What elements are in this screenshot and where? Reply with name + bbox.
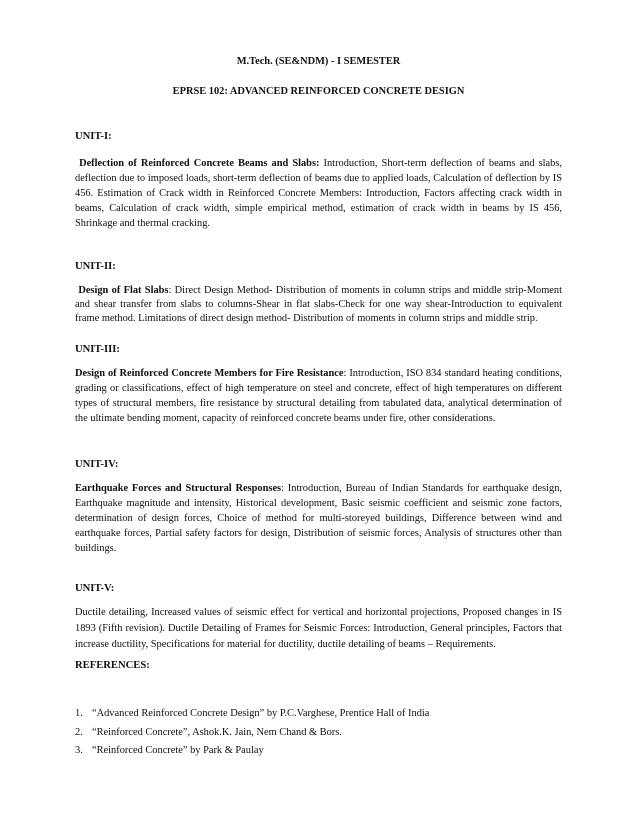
unit-1-line-5: Shrinkage and thermal cracking.: [75, 218, 211, 229]
unit-4-heading: UNIT-IV:: [75, 459, 119, 470]
unit-1-line-2: deflection due to imposed loads, short-term deflection of beams due to applied loads, Calculation of deflection by IS: [75, 173, 562, 184]
unit-1-heading: UNIT-I:: [75, 131, 112, 142]
unit-2-heading: UNIT-II:: [75, 261, 116, 272]
program-title: M.Tech. (SE&NDM) - I SEMESTER: [236, 56, 401, 67]
unit-2-line-3: frame method. Limitations of direct design method- Distribution of moments in column strips and middle strip.: [75, 313, 538, 324]
unit-4-line-3: determination of design forces, Choice of method for multi-storeyed buildings, Difference between wind and: [75, 513, 562, 524]
references-heading: REFERENCES:: [75, 660, 150, 671]
unit-1-line-3: 456. Estimation of Crack width in Reinforced Concrete Members: Introduction, Factors affecting crack width in: [75, 188, 562, 199]
reference-2-text: “Reinforced Concrete”, Ashok.K. Jain, Nem Chand & Bors.: [92, 727, 342, 738]
unit-4-line-5: buildings.: [75, 543, 117, 554]
unit-4-lead: Earthquake Forces and Structural Responses: [75, 483, 282, 494]
unit-3-line-4: the ultimate bending moment, capacity of reinforced concrete beams under fire, other considerations.: [75, 413, 496, 424]
unit-3-line-1: Design of Reinforced Concrete Members for Fire Resistance: Introduction, ISO 834 standard heating conditions,: [75, 368, 562, 379]
unit-2-line-1: Design of Flat Slabs: Direct Design Method- Distribution of moments in column strips and middle strip-Moment: [78, 285, 562, 296]
unit-3-lead: Design of Reinforced Concrete Members for Fire Resistance: [75, 368, 344, 379]
reference-2-number: 2.: [75, 727, 83, 738]
unit-5-line-1: Ductile detailing, Increased values of seismic effect for vertical and horizontal projections, Proposed changes in IS: [75, 607, 562, 618]
unit-4-line-2: Earthquake magnitude and intensity, Historical development, Basic seismic coefficient and seismic zone factors,: [75, 498, 562, 509]
reference-1-text: “Advanced Reinforced Concrete Design” by P.C.Varghese, Prentice Hall of India: [92, 708, 430, 719]
unit-4-line-4: earthquake forces, Partial safety factors for design, Distribution of seismic forces, Analysis of structures other than: [75, 528, 562, 539]
unit-5-line-3: increase ductility, Specifications for material for ductility, ductile detailing of beams – Requirements.: [75, 639, 496, 650]
unit-2-line-2: and shear transfer from slabs to columns-Shear in flat slabs-Check for one way shear-Introduction to equivalent: [75, 299, 562, 310]
unit-2-lead: Design of Flat Slabs: [78, 285, 169, 296]
reference-3-number: 3.: [75, 745, 83, 756]
unit-3-line-3: types of structural members, fire resistance by structural detailing from tabulated data, analytical determination of: [75, 398, 562, 409]
unit-4-line-1: Earthquake Forces and Structural Responses: Introduction, Bureau of Indian Standards for earthquake design,: [75, 483, 562, 494]
unit-5-heading: UNIT-V:: [75, 583, 115, 594]
unit-1-line-4: beams, Calculation of crack width, simple empirical method, estimation of crack width in beams by IS 456,: [75, 203, 562, 214]
unit-1-line-1: Deflection of Reinforced Concrete Beams and Slabs: Introduction, Short-term deflection of beams and slabs,: [79, 158, 562, 169]
unit-3-line-2: grading or classifications, effect of high temperature on steel and concrete, effect of high temperatures on different: [75, 383, 562, 394]
reference-1-number: 1.: [75, 708, 83, 719]
reference-3-text: “Reinforced Concrete” by Park & Paulay: [92, 745, 264, 756]
unit-1-lead: Deflection of Reinforced Concrete Beams and Slabs:: [79, 158, 320, 169]
unit-3-heading: UNIT-III:: [75, 344, 120, 355]
course-title: EPRSE 102: ADVANCED REINFORCED CONCRETE DESIGN: [172, 86, 465, 97]
unit-5-line-2: 1893 (Fifth revision). Ductile Detailing of Frames for Seismic Forces: Introduction, General principles, Factors that: [75, 623, 562, 634]
